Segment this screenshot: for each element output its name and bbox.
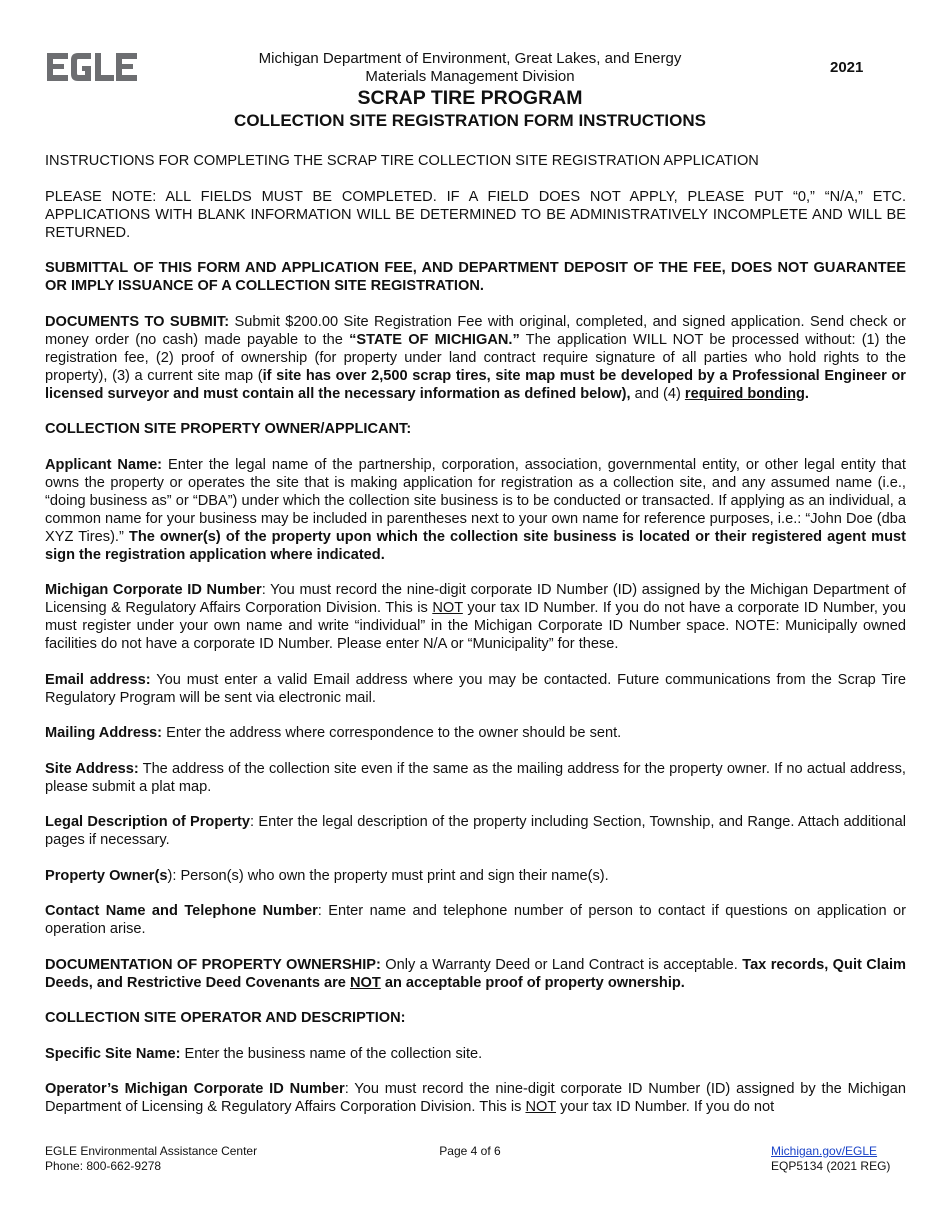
instructions-body: [45, 152, 906, 1116]
documents-label: DOCUMENTS TO SUBMIT:: [45, 313, 230, 330]
site-address-label: Site Address:: [45, 760, 139, 777]
operator-corporate-id-label: Operator’s Michigan Corporate ID Number: [45, 1081, 345, 1097]
property-owner-label: Property Owner(s: [45, 867, 168, 884]
department-name: Michigan Department of Environment, Great Lakes, and Energy: [258, 50, 682, 67]
email-label: Email address:: [45, 671, 151, 688]
property-owner-instructions: Property Owner(s): Person(s) who own the property must print and sign their name(s).: [45, 867, 609, 884]
applicant-name-instructions: Applicant Name: Enter the legal name of the partnership, corporation, association, governmental entity, or other legal entity that owns the property or operates the site that is making application for registration as a collection site, and any assumed name (i.e., “doing business as” or “DBA”) under which the collection site business is to be conducted or transacted. If applying as an individual, a common name for your business may be included in parentheses next to your own name for reference purposes, i.e.: “John Doe (dba XYZ Tires).” The owner(s) of the property upon which the collection site business is located or their registered agent must sign the registration application where indicated.: [45, 456, 906, 563]
phone-number: Phone: 800-662-9278: [45, 1159, 162, 1173]
payee: “STATE OF MICHIGAN.”: [349, 331, 520, 348]
documents-to-submit: DOCUMENTS TO SUBMIT: Submit $200.00 Site Registration Fee with original, completed, and signed application. Send check or money order (no cash) made payable to the “STATE OF MICHIGAN.” The application WILL NOT be processed without: (1) the registration fee, (2) proof of ownership (for property under land contract require signature of all parties who hold rights to the property), (3) a current site map (if site has over 2,500 scrap tires, site map must be developed by a Professional Engineer or licensed surveyor and must contain all the necessary information as defined below), and (4) required bonding.: [45, 313, 906, 402]
corporate-id-instructions: Michigan Corporate ID Number: You must record the nine-digit corporate ID Number (ID) assigned by the Michigan Department of Licensing & Regulatory Affairs Corporation Division. This is NOT your tax ID Number. If you do not have a corporate ID Number, you must register under your own name and write “individual” in the Michigan Corporate ID Number space. NOTE: Municipally owned facilities do not have a corporate ID Number. Please enter N/A or “Municipality” for these.: [45, 582, 906, 652]
site-name-label: Specific Site Name:: [45, 1045, 181, 1062]
footer-right: [771, 1144, 890, 1174]
contact-instructions: Contact Name and Telephone Number: Enter name and telephone number of person to contact if questions on application or operation arise.: [45, 903, 906, 937]
corporate-id-label: Michigan Corporate ID Number: [45, 582, 262, 598]
site-address-instructions: Site Address: The address of the collection site even if the same as the mailing address for the property owner. If no actual address, please submit a plat map.: [45, 760, 906, 795]
ownership-label: DOCUMENTATION OF PROPERTY OWNERSHIP:: [45, 956, 381, 973]
operator-corporate-id-instructions: Operator’s Michigan Corporate ID Number: You must record the nine-digit corporate ID Number (ID) assigned by the Michigan Department of Licensing & Regulatory Affairs Corporation Division. This is NOT your tax ID Number. If you do not: [45, 1081, 906, 1115]
form-id: EQP5134 (2021 REG): [771, 1159, 891, 1173]
form-subtitle: COLLECTION SITE REGISTRATION FORM INSTRUCTIONS: [234, 111, 706, 130]
legal-description-instructions: Legal Description of Property: Enter the legal description of the property including Section, Township, and Range. Attach additional pages if necessary.: [45, 814, 906, 848]
contact-label: Contact Name and Telephone Number: [45, 903, 318, 919]
mailing-label: Mailing Address:: [45, 725, 163, 741]
submittal-notice: SUBMITTAL OF THIS FORM AND APPLICATION FEE, AND DEPARTMENT DEPOSIT OF THE FEE, DOES NOT GUARANTEE OR IMPLY ISSUANCE OF A COLLECTION SITE REGISTRATION.: [45, 260, 906, 294]
operator-section-heading: COLLECTION SITE OPERATOR AND DESCRIPTION:: [45, 1010, 406, 1026]
egle-logo: [47, 52, 137, 82]
form-year: 2021: [830, 59, 864, 76]
division-name: Materials Management Division: [365, 68, 575, 85]
legal-label: Legal Description of Property: [45, 814, 251, 830]
assistance-center: EGLE Environmental Assistance Center: [45, 1144, 258, 1158]
owner-section-heading: COLLECTION SITE PROPERTY OWNER/APPLICANT:: [45, 421, 412, 437]
applicant-label: Applicant Name:: [45, 456, 163, 473]
intro-heading: INSTRUCTIONS FOR COMPLETING THE SCRAP TIRE COLLECTION SITE REGISTRATION APPLICATION: [45, 153, 759, 169]
ownership-documentation: DOCUMENTATION OF PROPERTY OWNERSHIP: Only a Warranty Deed or Land Contract is acceptable. Tax records, Quit Claim Deeds, and Restrictive Deed Covenants are NOT an acceptable proof of property ownership.: [45, 956, 906, 991]
email-instructions: Email address: You must enter a valid Email address where you may be contacted. Future communications from the Scrap Tire Regulatory Program will be sent via electronic mail.: [45, 671, 906, 706]
page-number: Page 4 of 6: [439, 1144, 501, 1158]
mailing-address-instructions: Mailing Address: Enter the address where correspondence to the owner should be sent.: [45, 725, 622, 741]
please-note: PLEASE NOTE: ALL FIELDS MUST BE COMPLETED. IF A FIELD DOES NOT APPLY, PLEASE PUT “0,” “N/A,” ETC. APPLICATIONS WITH BLANK INFORMATION WILL BE DETERMINED TO BE ADMINISTRATIVELY INCOMPLETE AND WILL BE RETURNED.: [45, 188, 906, 241]
required-bonding: required bonding: [684, 385, 805, 402]
egle-website-link[interactable]: Michigan.gov/EGLE: [771, 1144, 878, 1158]
site-name-instructions: Specific Site Name: Enter the business name of the collection site.: [45, 1045, 483, 1062]
program-title: SCRAP TIRE PROGRAM: [357, 87, 583, 109]
